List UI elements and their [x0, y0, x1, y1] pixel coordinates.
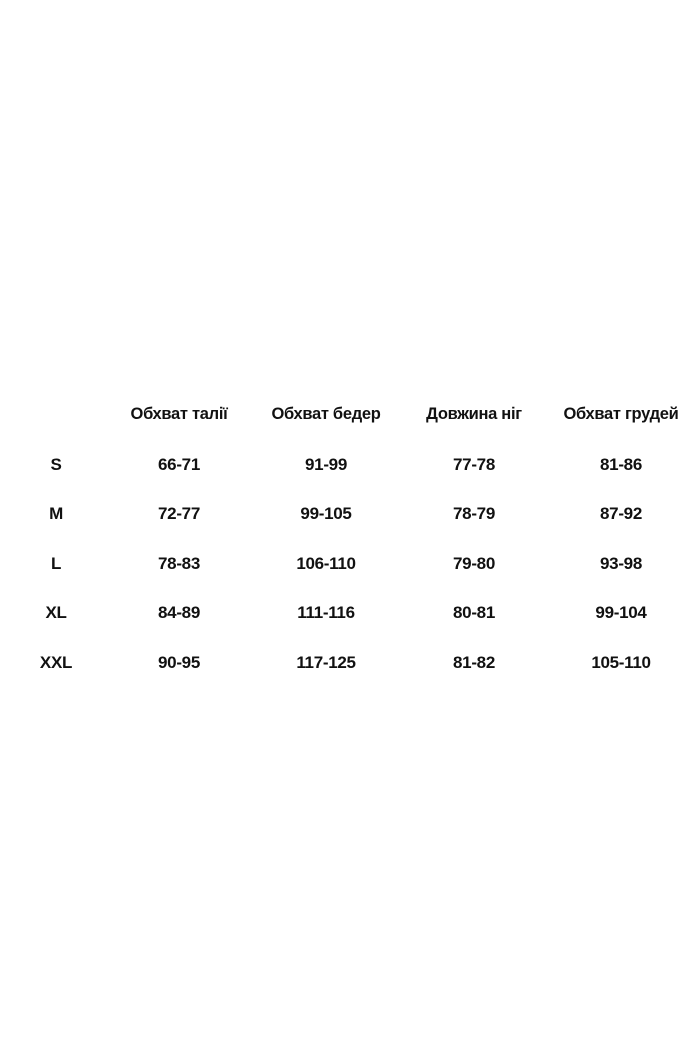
- hips-value: 117-125: [296, 652, 356, 672]
- leg-length-value: 81-82: [453, 652, 495, 672]
- leg-length-value: 78-79: [453, 504, 495, 523]
- header-chest: Обхват грудей: [563, 405, 679, 423]
- leg-length-value: 79-80: [453, 553, 495, 573]
- header-waist: Обхват талії: [130, 405, 228, 423]
- table-row-m: [0, 489, 700, 539]
- chest-value: 105-110: [591, 652, 651, 672]
- hips-value: 106-110: [296, 553, 356, 573]
- waist-value: 84-89: [158, 603, 200, 622]
- table-row-xxl: [0, 638, 700, 688]
- chest-value: 99-104: [595, 603, 647, 622]
- chest-value: 81-86: [600, 454, 642, 474]
- hips-value: 99-105: [300, 504, 352, 523]
- waist-value: 90-95: [158, 652, 200, 672]
- size-label: L: [50, 553, 62, 573]
- table-row-l: [0, 539, 700, 589]
- waist-value: 72-77: [158, 504, 200, 523]
- header-row: [0, 390, 700, 440]
- size-chart-table: [0, 390, 700, 687]
- table-row-xl: [0, 588, 700, 638]
- leg-length-value: 80-81: [453, 603, 495, 622]
- chest-value: 87-92: [600, 504, 642, 523]
- waist-value: 78-83: [158, 553, 200, 573]
- size-label: S: [50, 454, 62, 474]
- size-label: XXL: [39, 652, 73, 672]
- hips-value: 91-99: [305, 454, 347, 474]
- header-leg-length: Довжина ніг: [426, 405, 522, 423]
- size-label: XL: [45, 603, 67, 622]
- header-hips: Обхват бедер: [271, 405, 381, 423]
- waist-value: 66-71: [158, 454, 200, 474]
- size-label: M: [49, 504, 63, 523]
- table-row-s: [0, 440, 700, 490]
- chest-value: 93-98: [600, 553, 642, 573]
- hips-value: 111-116: [297, 603, 355, 622]
- leg-length-value: 77-78: [453, 454, 495, 474]
